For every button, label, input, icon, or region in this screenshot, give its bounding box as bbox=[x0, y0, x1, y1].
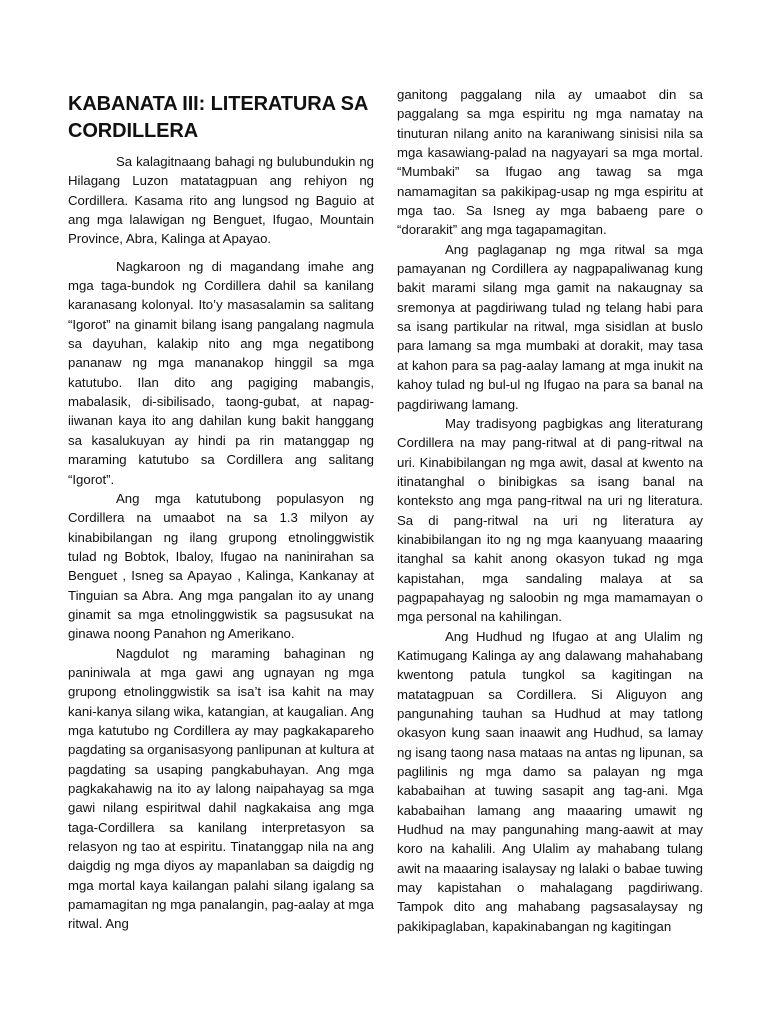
left-column bbox=[68, 91, 374, 934]
paragraph-oral-tradition: May tradisyong pagbigkas ang literaturang Cordillera na may pang-ritwal at di pang-ritwal na uri. Kinabibilangan ng mga awit, dasal at kwento na itinatanghal o binibigkas sa isang banal na konteksto ang mga pang-ritwal na uri ng literatura. Sa di pang-ritwal na uri ng literatura ay kinabibilangan ito ng ng mga kaanyuang maaaring itanghal sa kahit anong okasyon tukad ng mga kapistahan, mga sandaling malaya at sa pagpapahayag ng saloobin ng mga mamamayan o mga personal na kahilingan. bbox=[397, 415, 703, 625]
paragraph-intro: Sa kalagitnaang bahagi ng bulubundukin ng Hilagang Luzon matatagpuan ang rehiyon ng Cordillera. Kasama rito ang lungsod ng Baguio at ang mga lalawigan ng Benguet, Ifugao, Mountain Province, Abra, Kalinga at Apayao. bbox=[68, 154, 374, 247]
paragraph-hudhud-ulalim: Ang Hudhud ng Ifugao at ang Ulalim ng Katimugang Kalinga ay ang dalawang mahahabang kwentong patula tungkol sa kagitingan na matatagpuan sa Cordillera. Si Aliguyon ang pangunahing tauhan sa Hudhud at may tatlong okasyon kung saan inaawit ang Hudhud, sa lamay ng isang taong nasa mataas na antas ng lipunan, sa paglilinis ng mga damo sa palayan ng mga kababaihan at tuwing sasapit ang tag-ani. Mga kababaihan lamang ang maaaring umawit ng Hudhud na may pangunahing mang-aawit at may koro na kahalili. Ang Ulalim ay mahabang tulang awit na maaaring isalaysay ng lalaki o babae tuwing may kapistahan o mahalagang pagdiriwang. Tampok dito ang mahabang pagsasalaysay ng pakikipaglaban, kapakinabangan ng kagitingan bbox=[397, 628, 703, 934]
paragraph-population: Ang mga katutubong populasyon ng Cordillera na umaabot na sa 1.3 milyon ay kinabibilangan ng ilang grupong etnolinggwistik tulad ng Bobtok, Ibaloy, Ifugao na naninirahan sa Benguet , Isneg sa Apayao , Kalinga, Kankanay at Tinguian sa Abra. Ang mga pangalan ito ay unang ginamit sa mga etnolinggwistik sa pagsusukat na ginawa noong Panahon ng Amerikano. bbox=[68, 490, 374, 642]
right-column bbox=[397, 85, 703, 936]
paragraph-beliefs: Nagdulot ng maraming bahaginan ng paniniwala at mga gawi ang ugnayan ng mga grupong etnolinggwistik sa isa’t isa kahit na may kani-kanya silang wika, katangian, at kaugalian. Ang mga katutubo ng Cordillera ay may pagkakapareho pagdating sa organisasyong panlipunan at kultura at pagdating sa usaping pangkabuhayan. Ang mga pagkakahawig na ito ay lalong naipahayag sa mga gawi nilang espiritwal dahil nagkakaisa ang mga taga-Cordillera sa kanilang interpretasyon sa relasyon ng tao at espiritu. Tinatanggap nila na ang daigdig ng mga diyos ay mapanlaban sa daigdig ng mga mortal kaya kailangan palahi silang igalang sa pamamagitan ng mga panalangin, pag-aalay at mga ritwal. Ang bbox=[68, 645, 374, 932]
paragraph-rituals: Ang paglaganap ng mga ritwal sa mga pamayanan ng Cordillera ay nagpapaliwanag kung bakit marami silang mga gamit na nakaugnay sa sremonya at pagdiriwang tulad ng telang habi para sa isang partikular na ritwal, mga sisidlan at buslo para lamang sa mga mumbaki at dorakit, may tasa at kahon para sa pag-aalay lamang at mga inukit na kahoy tulad ng bul-ul ng Ifugao na para sa banal na pagdiriwang lamang. bbox=[397, 241, 703, 412]
page-title: KABANATA III: LITERATURA SA CORDILLERA bbox=[68, 93, 368, 142]
paragraph-igorot: Nagkaroon ng di magandang imahe ang mga taga-bundok ng Cordillera dahil sa kanilang karanasang kolonyal. Ito’y masasalamin sa salitang “Igorot” na ginamit bilang isang pangalang nagmula sa dayuhan, kalakip nito ang mga negatibong pananaw ng mga mananakop hinggil sa mga katutubo. Ilan dito ang pagiging mabangis, mabalasik, di-sibilisado, taong-gubat, at napag-iiwanan kaya ito ang dahilan kung bakit hanggang sa kasalukuyan ay hindi pa rin matanggap ng maraming katutubo sa Cordillera ang salitang “Igorot”. bbox=[68, 258, 374, 487]
paragraph-spirits-continued: ganitong paggalang nila ay umaabot din sa paggalang sa mga espiritu ng mga namatay na tinuturan nilang anito na karaniwang sinisisi nila sa mga kasawiang-palad na nagyayari sa mga mortal. “Mumbaki” sa Ifugao ang tawag sa mga namamagitan sa pakikipag-usap ng mga espiritu at mga tao. Sa Isneg ay mga babaeng pare o “dorarakit” ang mga tagapamagitan. bbox=[397, 87, 703, 238]
